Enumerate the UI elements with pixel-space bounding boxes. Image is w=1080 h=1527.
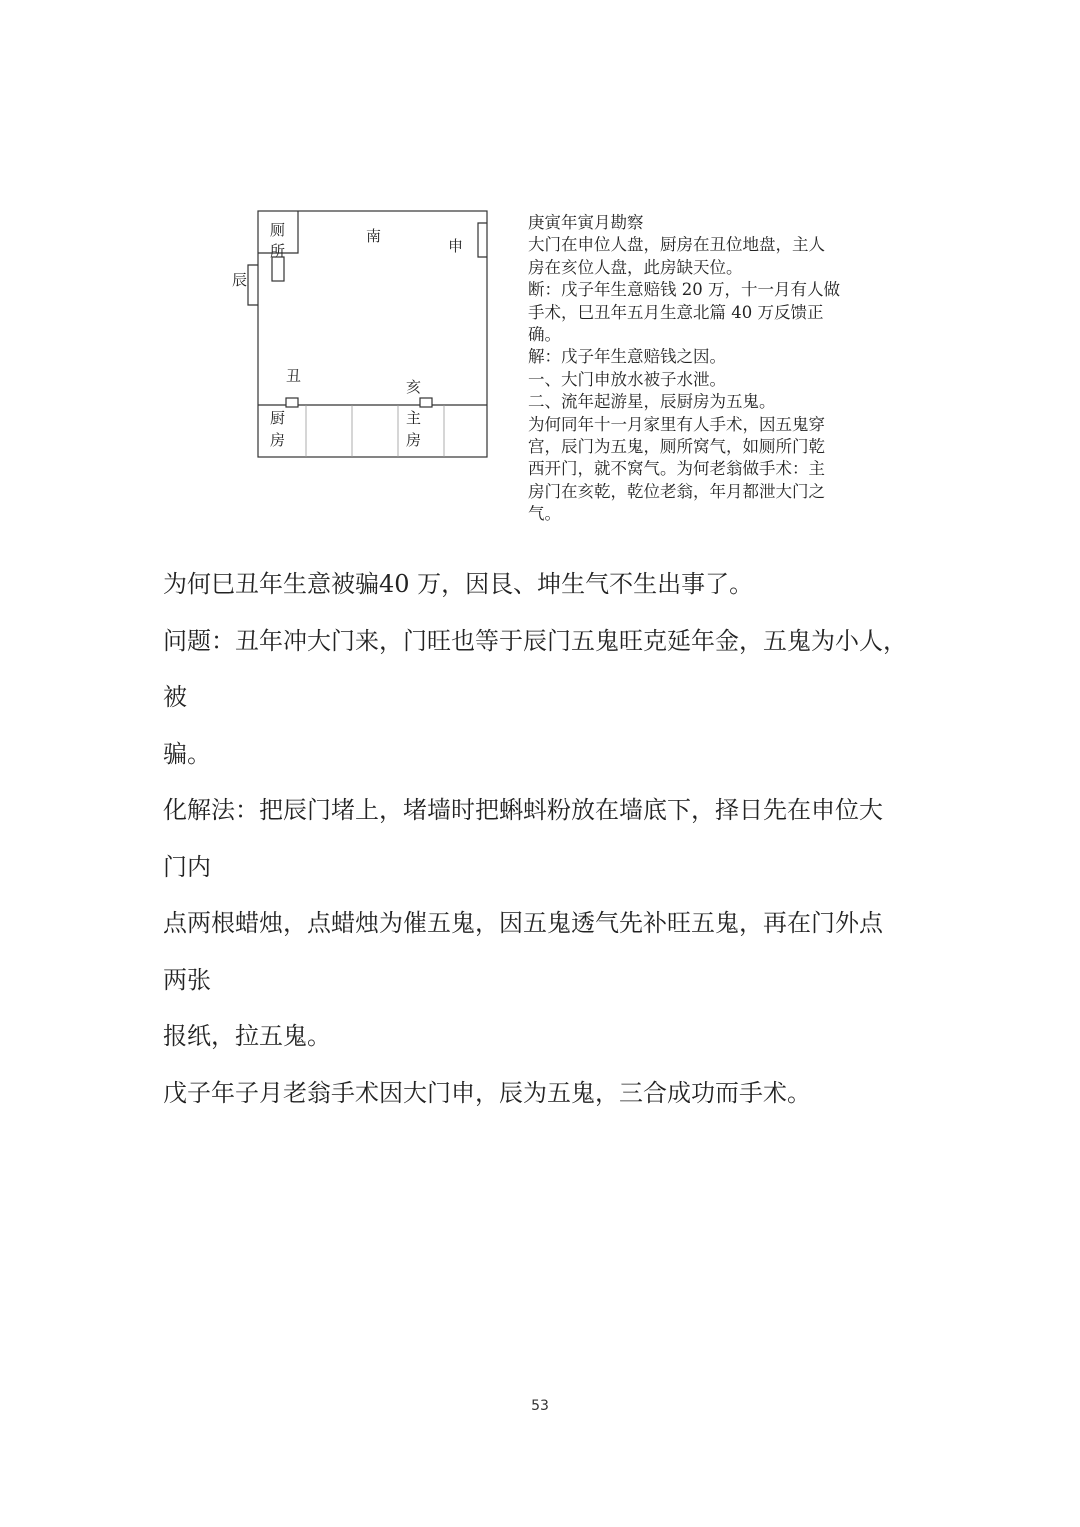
note-line: 宫，辰门为五鬼，厕所窝气，如厕所门乾: [528, 437, 825, 457]
page-number: 53: [531, 1398, 549, 1414]
body-line: 报纸，拉五鬼。: [163, 1022, 331, 1050]
kitchen-label-2: 房: [270, 431, 286, 449]
note-line: 确。: [528, 325, 561, 345]
body-line: 问题：丑年冲大门来，门旺也等于辰门五鬼旺克延年金，五鬼为小人，: [163, 626, 907, 655]
shen-gate: [478, 223, 487, 257]
note-line: 断：戊子年生意赔钱 20 万，十一月有人做: [528, 280, 840, 300]
kitchen-label-1: 厨: [270, 409, 286, 427]
south-label: 南: [366, 227, 382, 245]
chou-label: 丑: [286, 367, 302, 385]
note-line: 气。: [528, 504, 561, 524]
note-line: 西开门，就不窝气。为何老翁做手术：主: [528, 459, 825, 479]
note-line: 二、流年起游星，辰厨房为五鬼。: [528, 392, 776, 412]
hai-label: 亥: [406, 378, 422, 396]
body-line: 骗。: [163, 739, 211, 768]
body-line: 点两根蜡烛，点蜡烛为催五鬼，因五鬼透气先补旺五鬼，再在门外点: [163, 909, 883, 937]
note-line: 手术，巳丑年五月生意北篇 40 万反馈正: [528, 302, 824, 322]
body-line: 被: [163, 683, 187, 711]
note-line: 房在亥位人盘，此房缺天位。: [528, 257, 743, 277]
body-text: [163, 562, 943, 1127]
note-line: 为何同年十一月家里有人手术，因五鬼穿: [528, 414, 825, 434]
toilet-door: [272, 257, 284, 281]
body-line: 为何巳丑年生意被骗40 万，因艮、坤生气不生出事了。: [163, 570, 754, 598]
chen-label: 辰: [232, 271, 248, 289]
note-line: 解：戊子年生意赔钱之因。: [528, 347, 726, 367]
kitchen-door: [286, 398, 298, 407]
toilet-label-2: 所: [270, 242, 286, 260]
floor-plan-diagram: [228, 205, 493, 465]
body-line: 化解法：把辰门堵上，堵墙时把蝌蚪粉放在墙底下，择日先在申位大: [163, 796, 883, 824]
body-line: 两张: [163, 965, 211, 994]
main-room-door: [420, 398, 432, 407]
note-line: 大门在申位人盘，厨房在丑位地盘，主人: [528, 235, 825, 255]
toilet-label-1: 厕: [270, 221, 286, 239]
main-room-label-2: 房: [406, 431, 422, 449]
shen-label: 申: [448, 237, 464, 255]
body-line: 戊子年子月老翁手术因大门申，辰为五鬼，三合成功而手术。: [163, 1078, 811, 1107]
main-room-label-1: 主: [406, 409, 422, 427]
chen-door: [248, 265, 258, 305]
survey-notes: [528, 212, 868, 526]
note-line: 房门在亥乾，乾位老翁，年月都泄大门之: [528, 481, 825, 501]
note-line: 一、大门申放水被子水泄。: [528, 369, 726, 389]
note-line: 庚寅年寅月勘察: [528, 213, 644, 232]
body-line: 门内: [163, 852, 211, 881]
